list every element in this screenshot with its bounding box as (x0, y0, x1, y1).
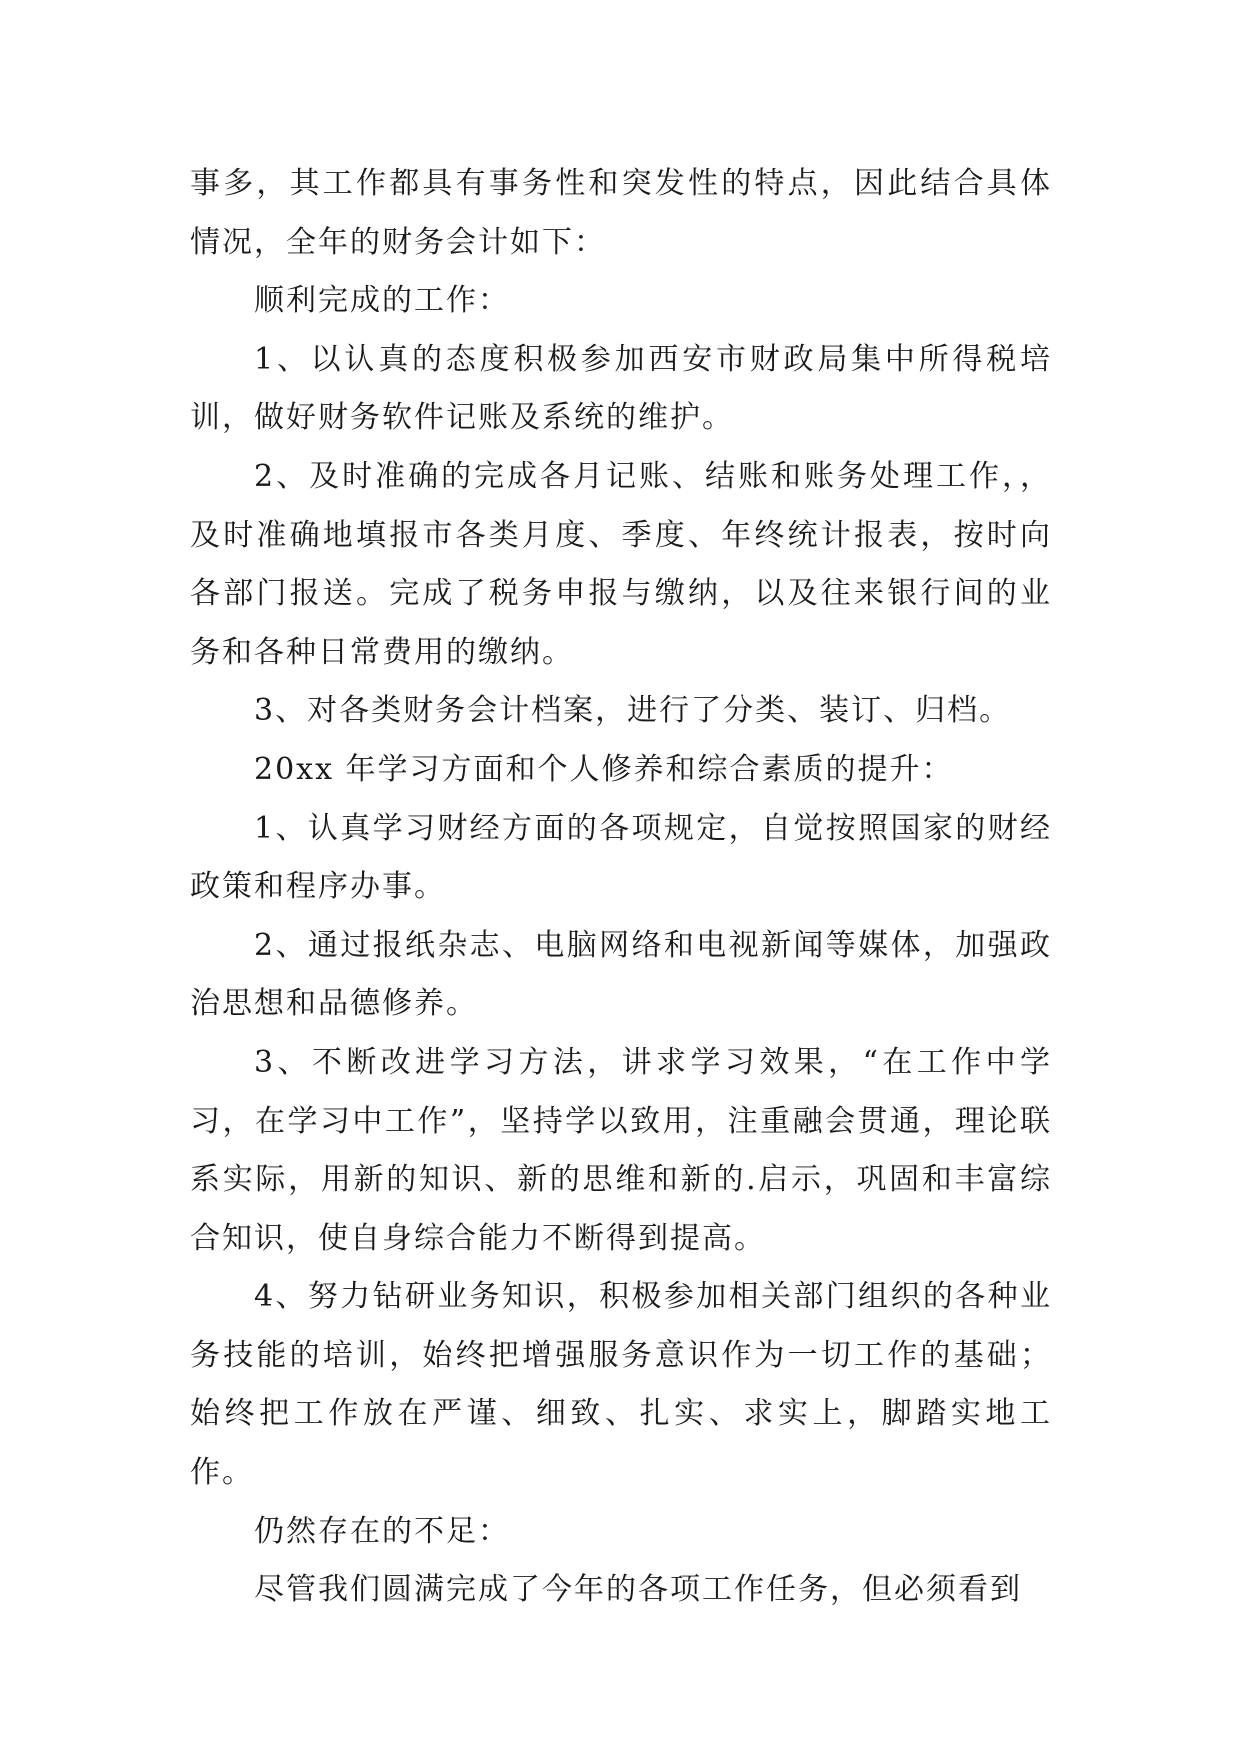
paragraph: 2、通过报纸杂志、电脑网络和电视新闻等媒体，加强政治思想和品德修养。 (190, 927, 1052, 1022)
paragraph: 2、及时准确的完成各月记账、结账和账务处理工作，，及时准确地填报市各类月度、季度、年终统计报表，按时向各部门报送。完成了税务申报与缴纳，以及往来银行间的业务和各种日常费用的缴纳。 (190, 458, 1052, 670)
paragraph: 3、对各类财务会计档案，进行了分类、装订、归档。 (254, 693, 1012, 729)
section-heading: 顺利完成的工作： (254, 283, 510, 319)
paragraph: 事多，其工作都具有事务性和突发性的特点，因此结合具体情况，全年的财务会计如下： (190, 166, 1052, 260)
paragraph: 1、以认真的态度积极参加西安市财政局集中所得税培训，做好财务软件记账及系统的维护。 (190, 341, 1052, 436)
paragraph: 4、努力钻研业务知识，积极参加相关部门组织的各种业务技能的培训，始终把增强服务意识作为一切工作的基础；始终把工作放在严谨、细致、扎实、求实上，脚踏实地工作。 (190, 1279, 1052, 1491)
section-heading: 20xx 年学习方面和个人修养和综合素质的提升： (254, 751, 954, 787)
paragraph: 1、认真学习财经方面的各项规定，自觉按照国家的财经政策和程序办事。 (190, 810, 1052, 905)
paragraph: 3、不断改进学习方法，讲求学习效果，“在工作中学习，在学习中工作”，坚持学以致用，注重融会贯通，理论联系实际，用新的知识、新的思维和新的.启示，巩固和丰富综合知识，使自身综合能力不断得到提高。 (190, 1044, 1052, 1256)
document-body (190, 155, 1052, 1620)
paragraph: 尽管我们圆满完成了今年的各项工作任务，但必须看到 (254, 1572, 1022, 1608)
section-heading: 仍然存在的不足： (254, 1513, 510, 1549)
